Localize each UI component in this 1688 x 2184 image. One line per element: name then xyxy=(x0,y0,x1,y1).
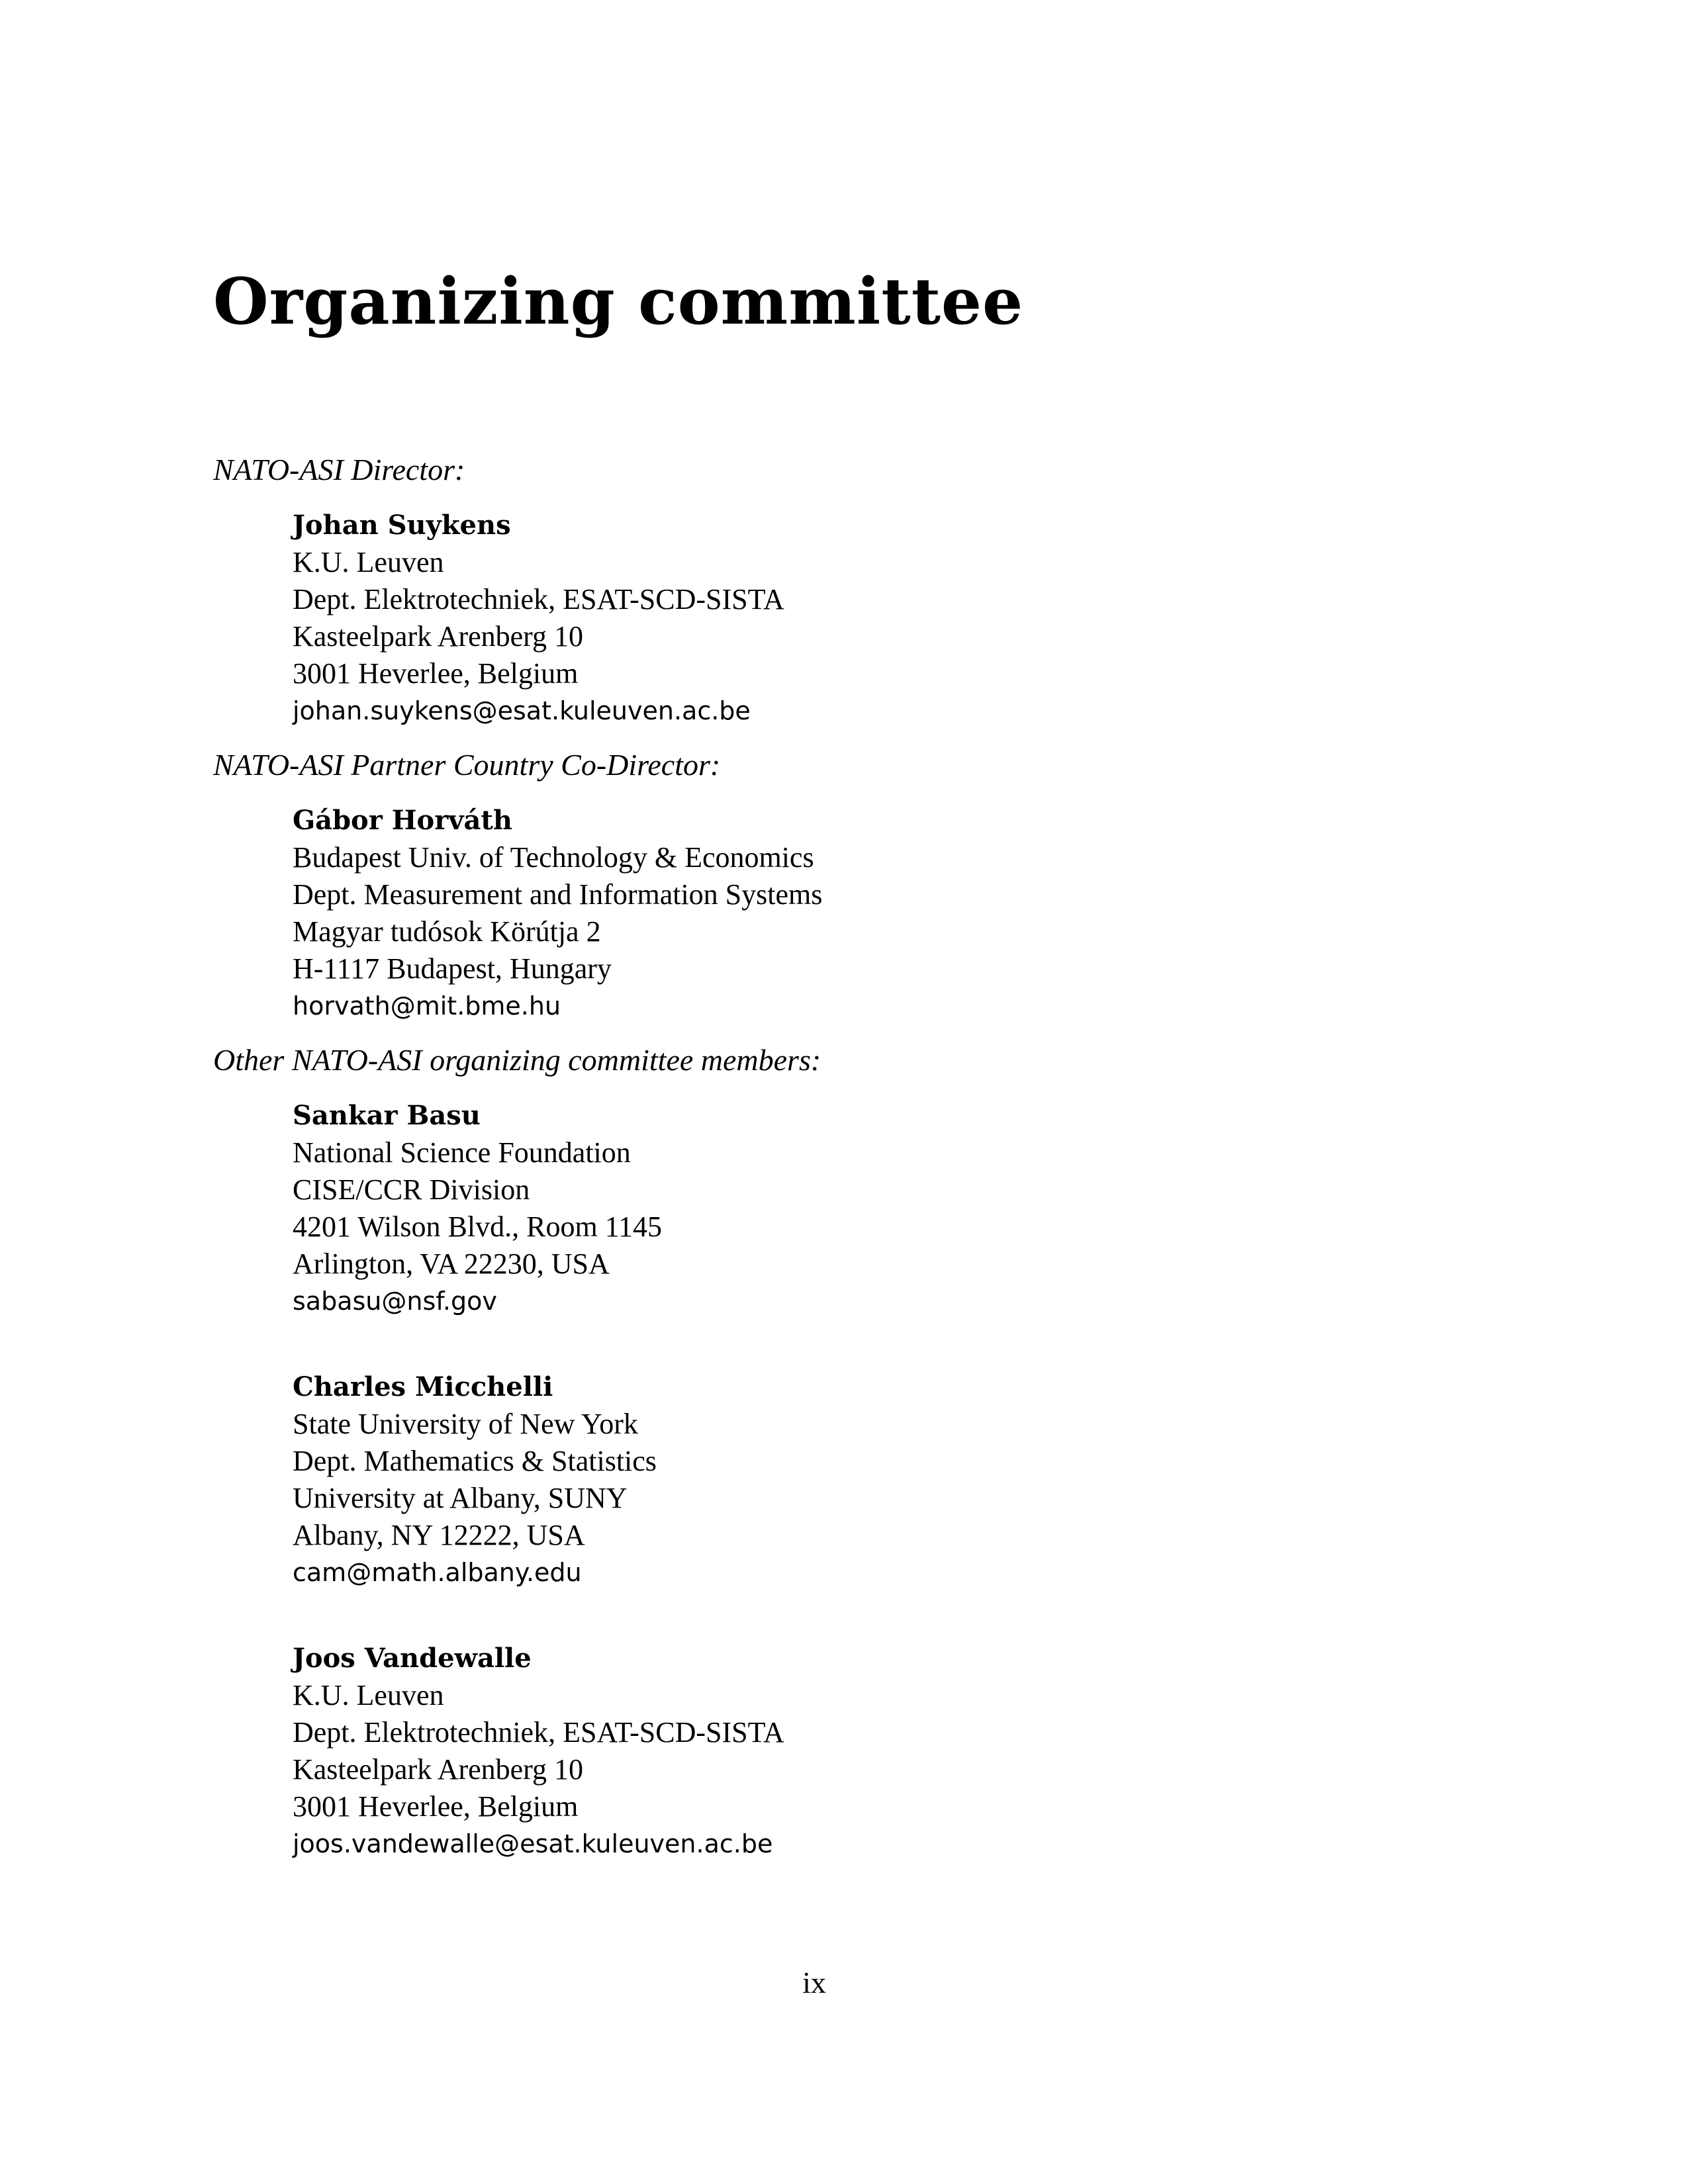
member-address-line: H-1117 Budapest, Hungary xyxy=(293,952,612,985)
member-name: Gábor Horváth xyxy=(293,805,512,836)
page-title: Organizing committee xyxy=(213,264,1024,339)
member-entry-vandewalle xyxy=(293,1640,784,1862)
member-address-line: Dept. Measurement and Information Systems xyxy=(293,878,823,911)
member-address-line: Budapest Univ. of Technology & Economics xyxy=(293,841,814,874)
section-label-director: NATO-ASI Director: xyxy=(213,453,465,486)
member-address-line: Dept. Mathematics & Statistics xyxy=(293,1445,657,1477)
member-address-line: 3001 Heverlee, Belgium xyxy=(293,657,579,690)
member-name: Johan Suykens xyxy=(293,510,511,541)
member-email-link[interactable]: joos.vandewalle@esat.kuleuven.ac.be xyxy=(293,1829,773,1858)
member-address-line: National Science Foundation xyxy=(293,1136,631,1169)
member-entry-basu xyxy=(293,1097,662,1320)
member-address-line: Kasteelpark Arenberg 10 xyxy=(293,1753,584,1786)
member-address-line: Kasteelpark Arenberg 10 xyxy=(293,620,584,653)
section-label-other-members: Other NATO-ASI organizing committee members: xyxy=(213,1043,821,1077)
member-address-line: Dept. Elektrotechniek, ESAT-SCD-SISTA xyxy=(293,583,784,615)
member-address-line: 3001 Heverlee, Belgium xyxy=(293,1790,579,1823)
member-entry-horvath xyxy=(293,802,822,1024)
member-address-line: 4201 Wilson Blvd., Room 1145 xyxy=(293,1210,663,1243)
member-name: Joos Vandewalle xyxy=(293,1643,532,1674)
member-address-line: K.U. Leuven xyxy=(293,546,444,578)
member-address-line: CISE/CCR Division xyxy=(293,1173,530,1206)
member-entry-micchelli xyxy=(293,1369,657,1591)
member-email-link[interactable]: cam@math.albany.edu xyxy=(293,1558,582,1587)
member-address-line: State University of New York xyxy=(293,1408,638,1440)
member-name: Charles Micchelli xyxy=(293,1371,553,1402)
member-email-link[interactable]: johan.suykens@esat.kuleuven.ac.be xyxy=(293,696,751,725)
member-address-line: Dept. Elektrotechniek, ESAT-SCD-SISTA xyxy=(293,1716,784,1749)
page-number: ix xyxy=(802,1966,826,1999)
member-address-line: K.U. Leuven xyxy=(293,1679,444,1711)
member-address-line: Arlington, VA 22230, USA xyxy=(293,1248,610,1280)
member-address-line: Magyar tudósok Körútja 2 xyxy=(293,915,601,948)
member-address-line: University at Albany, SUNY xyxy=(293,1482,628,1514)
member-email-link[interactable]: sabasu@nsf.gov xyxy=(293,1287,497,1316)
member-address-line: Albany, NY 12222, USA xyxy=(293,1519,585,1551)
member-entry-suykens xyxy=(293,507,784,729)
member-name: Sankar Basu xyxy=(293,1100,481,1131)
member-email-link[interactable]: horvath@mit.bme.hu xyxy=(293,991,561,1021)
section-label-co-director: NATO-ASI Partner Country Co-Director: xyxy=(213,748,721,782)
